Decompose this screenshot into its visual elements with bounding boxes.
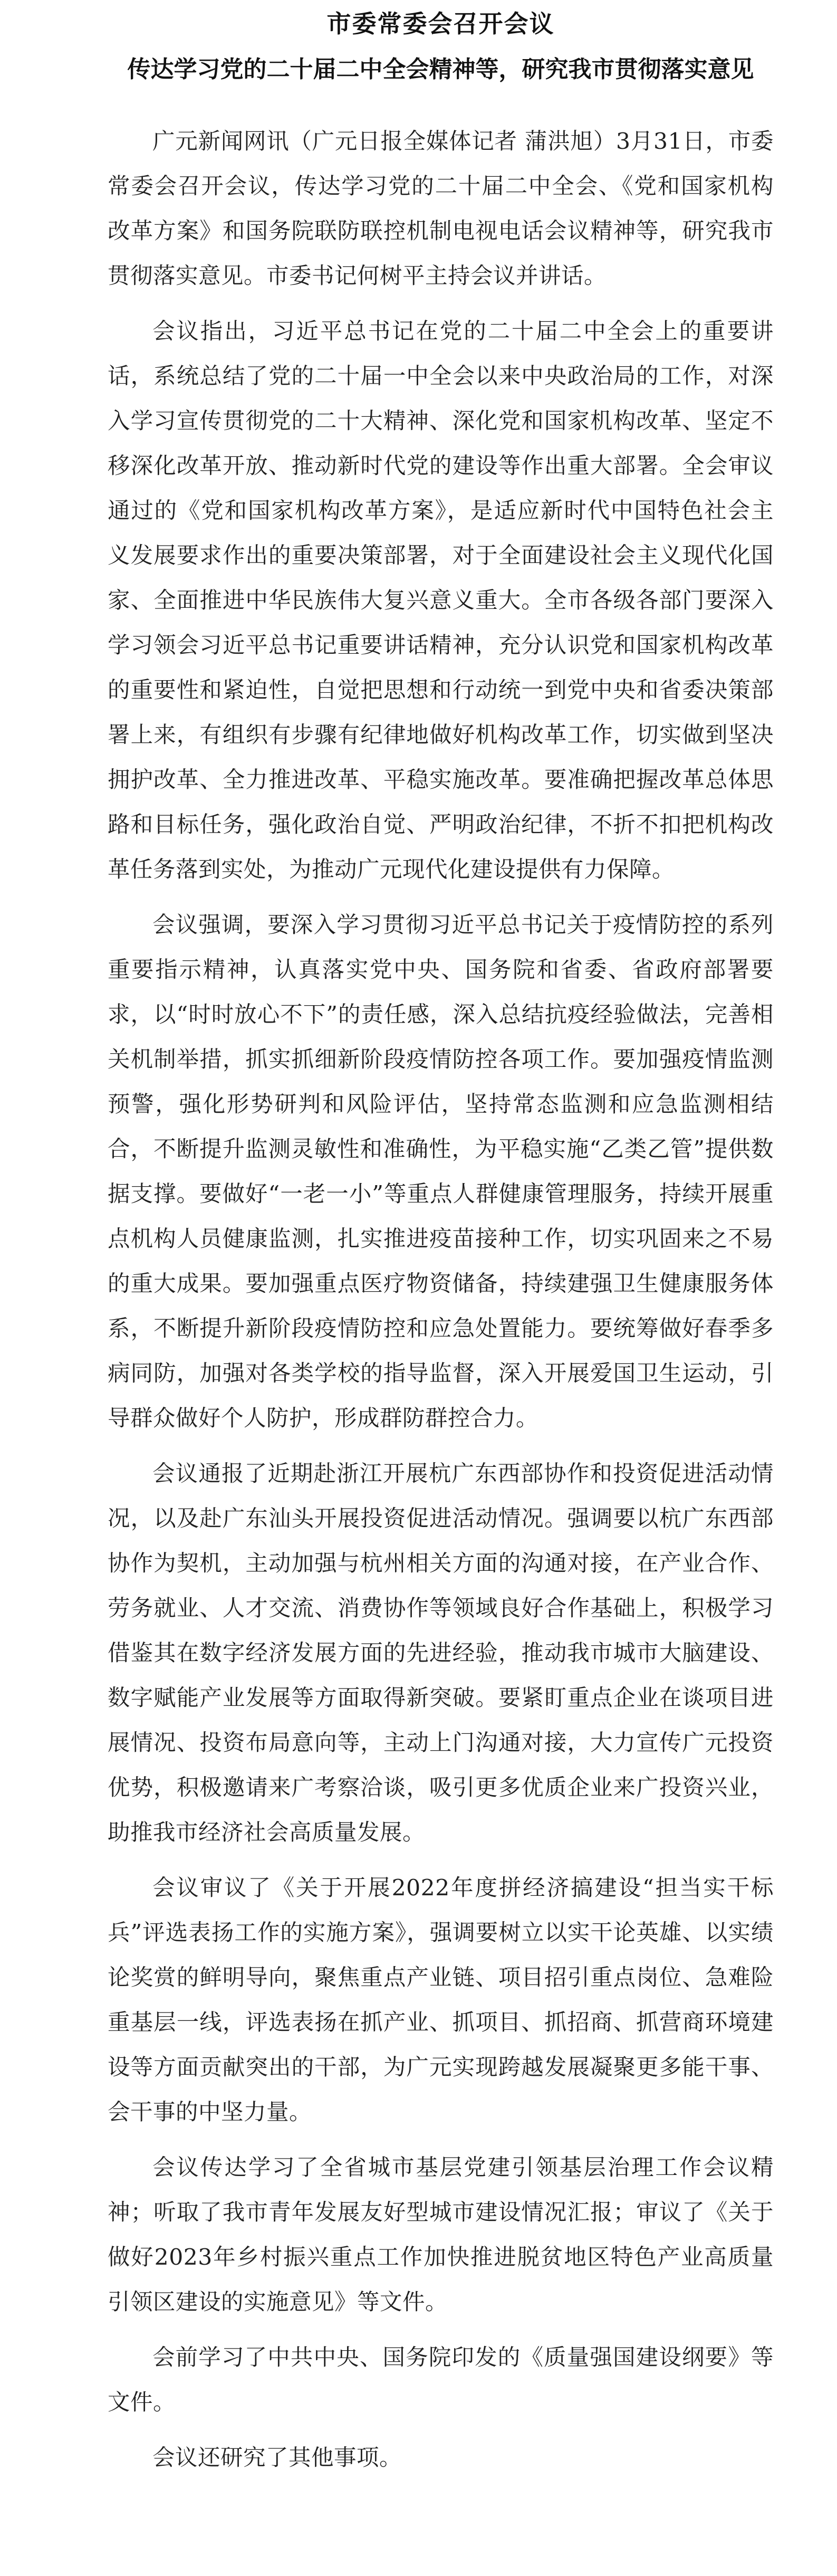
article-title: 市委常委会召开会议 [326, 9, 555, 38]
paragraph-pre-meeting-study: 会前学习了中共中央、国务院印发的《质量强国建设纲要》等文件。 [108, 2345, 774, 2416]
article-body [108, 119, 774, 2480]
paragraph-institutional-reform: 会议指出，习近平总书记在党的二十届二中全会上的重要讲话，系统总结了党的二十届一中全会以来中央政治局的工作，对深入学习宣传贯彻党的二十大精神、深化党和国家机构改革、坚定不移深化改革开放、推动新时代党的建设等作出重大部署。全会审议通过的《党和国家机构改革方案》，是适应新时代中国特色社会主义发展要求作出的重要决策部署，对于全面建设社会主义现代化国家、全面推进中华民族伟大复兴意义重大。全市各级各部门要深入学习领会习近平总书记重要讲话精神，充分认识党和国家机构改革的重要性和紧迫性，自觉把思想和行动统一到党中央和省委决策部署上来，有组织有步骤有纪律地做好机构改革工作，切实做到坚决拥护改革、全力推进改革、平稳实施改革。要准确把握改革总体思路和目标任务，强化政治自觉、严明政治纪律，不折不扣把机构改革任务落到实处，为推动广元现代化建设提供有力保障。 [108, 319, 774, 883]
paragraph-other-meetings: 会议传达学习了全省城市基层党建引领基层治理工作会议精神；听取了我市青年发展友好型城市建设情况汇报；审议了《关于做好2023年乡村振兴重点工作加快推进脱贫地区特色产业高质量引领区建设的实施意见》等文件。 [108, 2155, 774, 2315]
paragraph-investment-promotion: 会议通报了近期赴浙江开展杭广东西部协作和投资促进活动情况，以及赴广东汕头开展投资促进活动情况。强调要以杭广东西部协作为契机，主动加强与杭州相关方面的沟通对接，在产业合作、劳务就业、人才交流、消费协作等领域良好合作基础上，积极学习借鉴其在数字经济发展方面的先进经验，推动我市城市大脑建设、数字赋能产业发展等方面取得新突破。要紧盯重点企业在谈项目进展情况、投资布局意向等，主动上门沟通对接，大力宣传广元投资优势，积极邀请来广考察洽谈，吸引更多优质企业来广投资兴业，助推我市经济社会高质量发展。 [108, 1461, 774, 1846]
paragraph-commendation-plan: 会议审议了《关于开展2022年度拼经济搞建设“担当实干标兵”评选表扬工作的实施方案》，强调要树立以实干论英雄、以实绩论奖赏的鲜明导向，聚焦重点产业链、项目招引重点岗位、急难险重基层一线，评选表扬在抓产业、抓项目、抓招商、抓营商环境建设等方面贡献突出的干部，为广元实现跨越发展凝聚更多能干事、会干事的中坚力量。 [108, 1875, 774, 2125]
paragraph-epidemic-prevention: 会议强调，要深入学习贯彻习近平总书记关于疫情防控的系列重要指示精神，认真落实党中央、国务院和省委、省政府部署要求，以“时时放心不下”的责任感，深入总结抗疫经验做法，完善相关机制举措，抓实抓细新阶段疫情防控各项工作。要加强疫情监测预警，强化形势研判和风险评估，坚持常态监测和应急监测相结合，不断提升监测灵敏性和准确性，为平稳实施“乙类乙管”提供数据支撑。要做好“一老一小”等重点人群健康管理服务，持续开展重点机构人员健康监测，扎实推进疫苗接种工作，切实巩固来之不易的重大成果。要加强重点医疗物资储备，持续建强卫生健康服务体系，不断提升新阶段疫情防控和应急处置能力。要统筹做好春季多病同防，加强对各类学校的指导监督，深入开展爱国卫生运动，引导群众做好个人防护，形成群防群控合力。 [108, 912, 774, 1432]
paragraph-other-matters: 会议还研究了其他事项。 [152, 2445, 402, 2471]
article-subtitle: 传达学习党的二十届二中全会精神等，研究我市贯彻落实意见 [127, 56, 754, 83]
paragraph-lead: 广元新闻网讯（广元日报全媒体记者 蒲洪旭）3月31日，市委常委会召开会议，传达学习党的二十届二中全会、《党和国家机构改革方案》和国务院联防联控机制电视电话会议精神等，研究我市贯彻落实意见。市委书记何树平主持会议并讲话。 [108, 129, 774, 289]
